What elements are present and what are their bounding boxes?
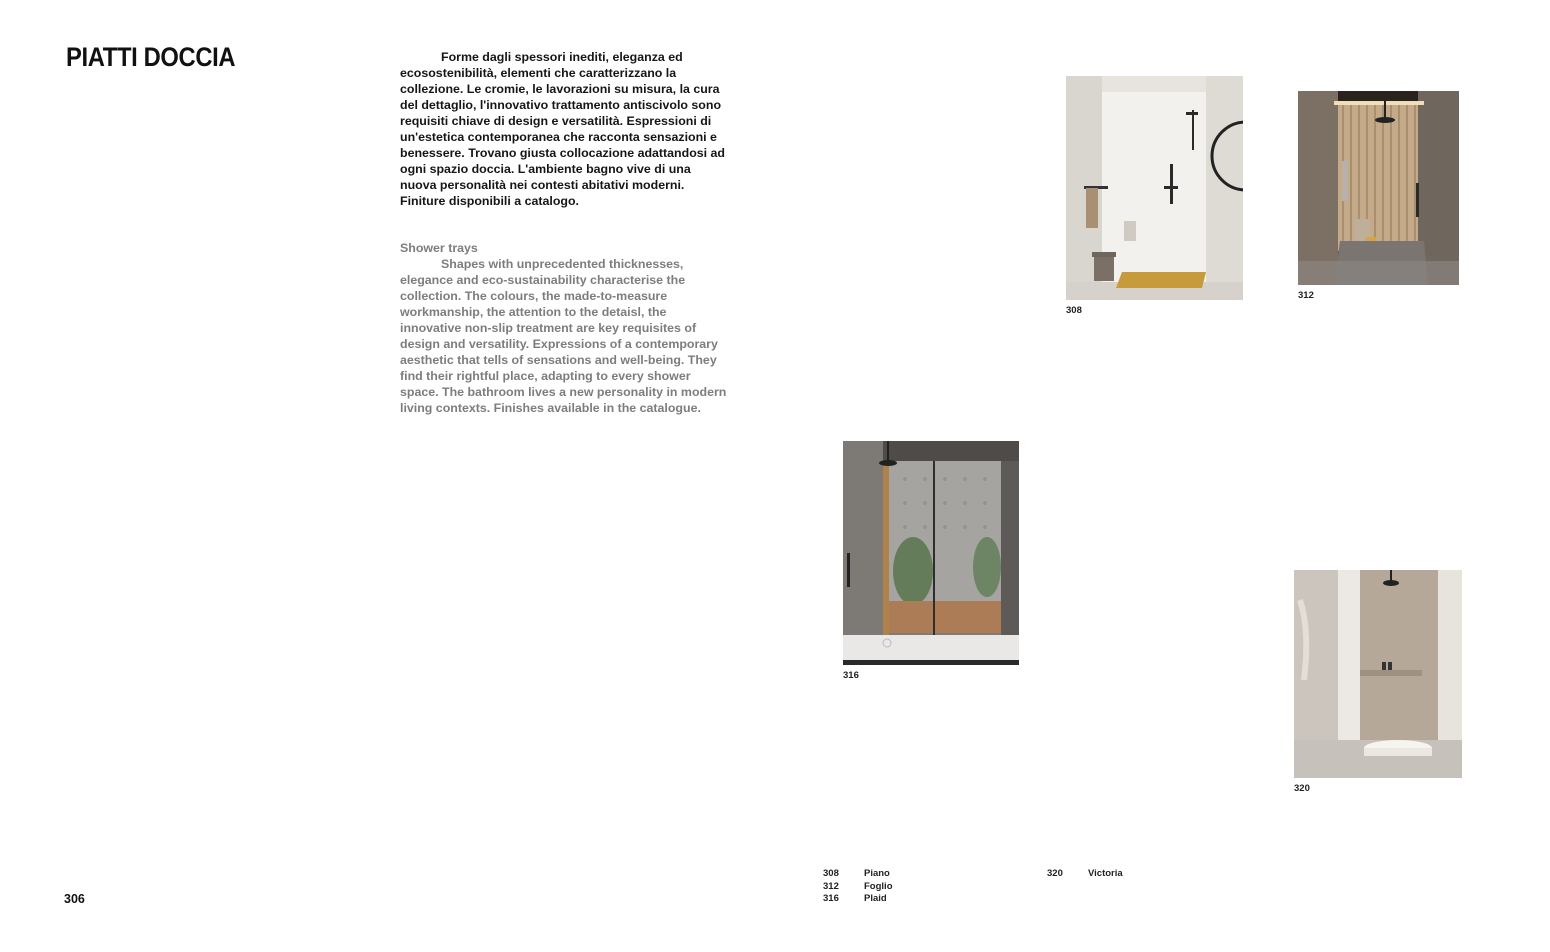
legend-row [1047, 868, 1123, 881]
legend-row [823, 893, 893, 906]
legend-name: Victoria [1088, 868, 1123, 879]
page-number: 306 [64, 892, 85, 906]
photo-320 [1294, 570, 1462, 778]
photo-caption: 308 [1066, 305, 1082, 316]
english-heading: Shower trays [400, 241, 478, 255]
photo-caption: 312 [1298, 290, 1314, 301]
legend-name: Plaid [864, 893, 887, 904]
product-legend-left [823, 868, 893, 906]
legend-name: Foglio [864, 880, 893, 892]
page-title: PIATTI DOCCIA [66, 42, 236, 72]
english-description: Shapes with unprecedented thicknesses, elegance and eco-sustainability characterise the collection. The colours, the made-to-measure workmanship, the attention to the detaisl, the innovative non-slip treatment are key requisites of design and versatility. Expressions of a contemporary aesthetic that tells of sensations and well-being. They find their rightful place, adapting to every shower space. The bathroom lives a new personality in modern living contexts. Finishes available in the catalogue. [400, 257, 727, 415]
legend-row [823, 868, 893, 881]
legend-number: 316 [823, 893, 839, 904]
legend-number: 308 [823, 868, 839, 879]
photo-308 [1066, 76, 1243, 300]
legend-number: 320 [1047, 868, 1063, 879]
legend-name: Piano [864, 868, 890, 879]
photo-caption: 316 [843, 670, 859, 681]
product-legend-right [1047, 868, 1123, 881]
photo-312 [1298, 91, 1459, 285]
photo-caption: 320 [1294, 783, 1310, 794]
photo-316 [843, 441, 1019, 665]
legend-row [823, 881, 893, 894]
italian-description: Forme dagli spessori inediti, eleganza ed ecosostenibilità, elementi che caratterizzano la collezione. Le cromie, le lavorazioni su misura, la cura del dettaglio, l'innovativo trattamento antiscivolo sono requisiti chiave di design e versatilità. Espressioni di un'estetica contemporanea che racconta sensazioni e benessere. Trovano giusta collocazione adattandosi ad ogni spazio doccia. L'ambiente bagno vive di una nuova personalità nei contesti abitativi moderni. Finiture disponibili a catalogo. [400, 50, 725, 208]
legend-number: 312 [823, 880, 839, 892]
